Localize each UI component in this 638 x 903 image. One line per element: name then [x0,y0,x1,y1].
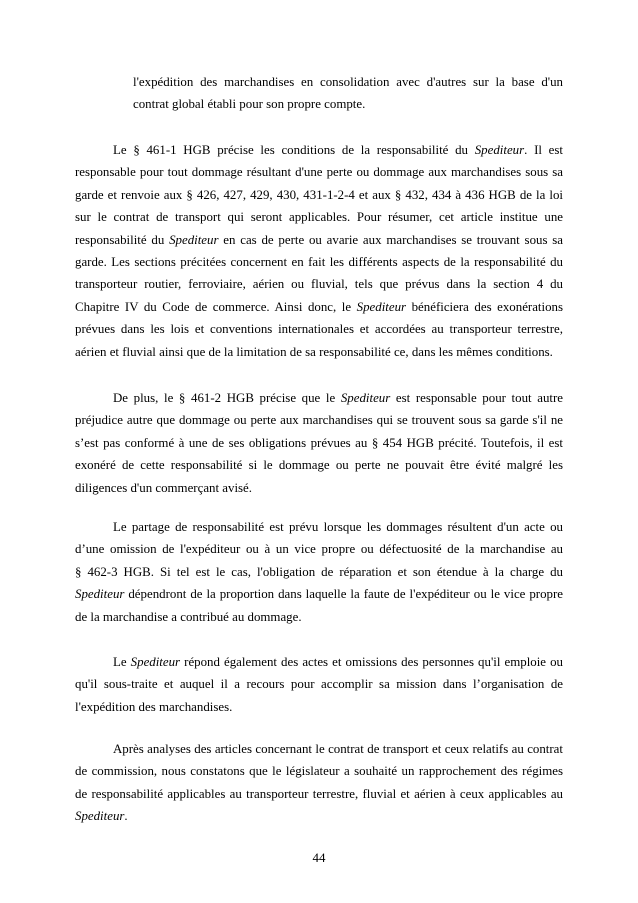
italic-term: Spediteur [340,391,391,405]
italic-term: Spediteur [130,655,181,669]
italic-term: Spediteur [169,232,219,247]
text-line [75,783,563,805]
text-run: § 462-3 HGB. Si tel est le cas, l'obligation de réparation et son étendue à la charge du [75,564,563,579]
text-line [75,583,563,605]
text-line [75,561,563,583]
text-line [75,454,563,476]
text-line [75,805,563,827]
text-line [75,229,563,251]
text-run: responsabilité du [75,232,170,247]
text-run: De plus, le § 461-2 HGB précise que le [113,391,341,405]
text-line [75,273,563,295]
text-run: en cas de perte ou avarie aux marchandises se trouvant sous sa [218,232,564,247]
text-line [75,538,563,560]
text-run: bénéficiera des exonérations [406,299,563,314]
text-run: de commission, nous constatons que le législateur a souhaité un rapprochement des régimes [75,764,563,779]
text-run: sur le contrat de transport qui seront applicables. Pour résumer, cet article institue une [75,210,563,225]
list-item-continuation [133,71,563,116]
text-run: garde et renvoie aux § 426, 427, 429, 430, 431-1-2-4 et aux § 432, 434 à 436 HGB de la loi [75,187,563,202]
text-line [75,296,563,318]
text-run: garde. Les sections précitées concernent en fait les différents aspects de la responsabilité du [75,254,563,269]
text-run: transporteur routier, ferroviaire, aérien ou fluvial, tels que prévus dans la section 4 du [75,277,563,292]
italic-term: Spediteur [75,809,125,824]
text-run: qu'il sous-traite et auquel il a recours pour accomplir sa mission dans l’organisation de [75,677,563,692]
text-run: répond également des actes et omissions des personnes qu'il emploie ou [180,655,563,669]
text-run: diligences d'un commerçant avisé. [75,480,253,495]
text-line [75,516,563,538]
text-line [133,93,563,115]
text-run: Le [113,655,131,669]
text-run: de responsabilité applicables au transporteur terrestre, fluvial et aérien à ceux applicables au [75,786,563,801]
text-line [75,432,563,454]
text-run: dépendront de la proportion dans laquelle la faute de l'expéditeur ou le vice propre [124,587,563,602]
text-line [75,206,563,228]
italic-term: Spediteur [356,299,407,314]
text-run: d’une omission de l'expéditeur ou à un vice propre ou défectuosité de la marchandise au [75,542,563,557]
text-run: . [124,809,128,824]
paragraph [75,139,563,363]
text-line [75,251,563,273]
text-line [75,184,563,206]
text-run: Après analyses des articles concernant le contrat de transport et ceux relatifs au contrat [113,742,563,756]
paragraph [75,516,563,628]
text-line [75,673,563,695]
text-line [75,651,563,673]
text-line [75,341,563,363]
text-run: responsable pour tout dommage résultant d'une perte ou dommage aux marchandises sous sa [75,165,563,180]
text-line [75,696,563,718]
text-line [75,409,563,431]
text-run: aérien et fluvial ainsi que de la limitation de sa responsabilité ce, dans les mêmes conditions. [75,344,553,359]
text-run: de la marchandise a contribué au dommage. [75,609,302,624]
paragraph [75,387,563,499]
text-line [75,318,563,340]
text-line [75,139,563,161]
text-run: contrat global établi pour son propre compte. [133,97,366,112]
paragraph [75,651,563,718]
text-line [75,387,563,409]
text-run: l'expédition des marchandises en consolidation avec d'autres sur la base d'un [133,75,563,89]
text-run: l'expédition des marchandises. [75,699,233,714]
italic-term: Spediteur [474,143,525,157]
text-line [75,477,563,499]
text-run: Chapitre IV du Code de commerce. Ainsi donc, le [75,299,357,314]
text-line [75,738,563,760]
text-line [75,606,563,628]
text-run: préjudice autre que dommage ou perte aux marchandises qui se trouvent sous sa garde s'il ne [75,413,563,428]
text-run: Le partage de responsabilité est prévu lorsque les dommages résultent d'un acte ou [113,520,563,534]
paragraph [75,738,563,828]
text-run: prévues dans les lois et conventions internationales et accordées au transporteur terrestre, [75,322,563,337]
italic-term: Spediteur [75,587,125,602]
text-run: est responsable pour tout autre [390,391,564,405]
text-run: s’est pas conformé à une de ses obligations prévues au § 454 HGB précité. Toutefois, il est [75,435,563,450]
text-line [133,71,563,93]
page-number: 44 [312,851,326,865]
text-run: Le § 461-1 HGB précise les conditions de la responsabilité du [113,143,475,157]
text-line [75,760,563,782]
text-line [75,161,563,183]
text-run: exonéré de cette responsabilité si le dommage ou perte ne pouvait être évité malgré les [75,458,563,473]
text-run: . Il est [524,143,563,157]
